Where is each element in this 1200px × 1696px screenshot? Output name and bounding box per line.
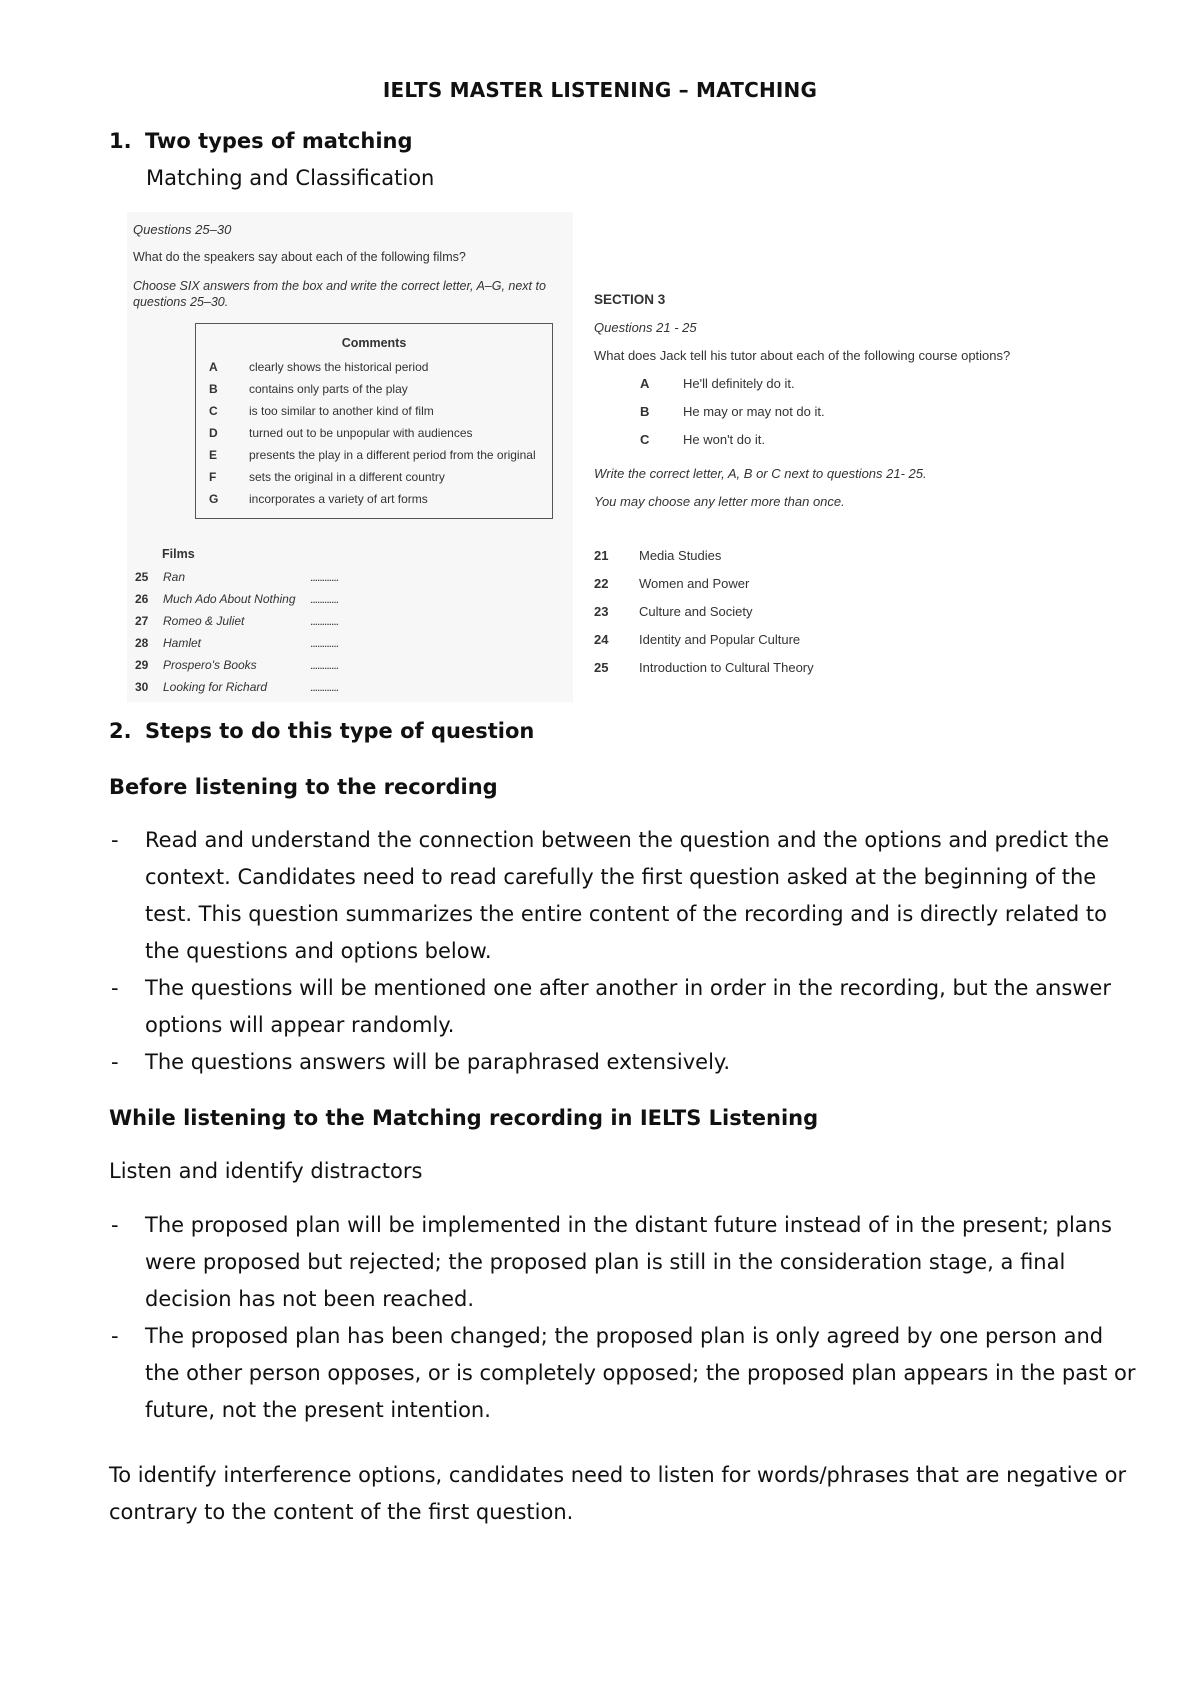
film-number: 30 [135, 680, 149, 694]
question-instruction: What does Jack tell his tutor about each of the following course options? [594, 348, 1011, 363]
comments-box [195, 323, 553, 519]
comments-title: Comments [341, 336, 407, 350]
choose-instruction-line-2: questions 25–30. [133, 295, 229, 309]
option-text: He won't do it. [683, 432, 765, 447]
film-number: 27 [135, 614, 149, 628]
while-listening-intro: Listen and identify distractors [109, 1159, 423, 1183]
comment-letter: F [209, 470, 217, 484]
option-letter: C [640, 432, 650, 447]
before-listening-list [109, 822, 1139, 1081]
questions-label: Questions 21 - 25 [594, 320, 697, 335]
matching-example-films [127, 212, 573, 702]
film-title: Hamlet [163, 636, 202, 650]
option-text: He may or may not do it. [683, 404, 825, 419]
list-item: - The proposed plan has been changed; the proposed plan is only agreed by one person and the other person opposes, or is completely opposed; the proposed plan appears in the past or future, not the present intention. [109, 1318, 1139, 1429]
film-number: 29 [135, 658, 149, 672]
film-title: Prospero's Books [163, 658, 257, 672]
course-number: 24 [594, 632, 609, 647]
before-listening-heading: Before listening to the recording [109, 775, 498, 799]
comment-text: clearly shows the historical period [249, 360, 429, 374]
section-2-heading [109, 719, 534, 743]
while-listening-list [109, 1207, 1139, 1429]
answer-blank: ............ [310, 592, 339, 606]
section-3-title: SECTION 3 [594, 292, 666, 307]
answer-blank: ............ [310, 658, 339, 672]
comment-letter: A [209, 360, 218, 374]
conclusion-paragraph: To identify interference options, candidates need to listen for words/phrases that are negative or contrary to the content of the first question. [109, 1463, 1127, 1524]
section-1-title: Two types of matching [145, 129, 413, 153]
answer-blank: ............ [310, 680, 339, 694]
comment-letter: C [209, 404, 218, 418]
course-name: Identity and Popular Culture [639, 632, 801, 647]
page-title: IELTS MASTER LISTENING – MATCHING [382, 78, 818, 102]
option-letter: A [640, 376, 650, 391]
course-number: 22 [594, 576, 609, 591]
choose-instruction: You may choose any letter more than once. [594, 494, 845, 509]
films-title: Films [162, 547, 195, 561]
film-title: Much Ado About Nothing [163, 592, 296, 606]
film-number: 25 [135, 570, 149, 584]
section-2-title: Steps to do this type of question [145, 719, 535, 743]
film-title: Looking for Richard [163, 680, 268, 694]
film-title: Romeo & Juliet [163, 614, 245, 628]
course-number: 25 [594, 660, 609, 675]
section-1-heading [109, 129, 413, 153]
question-instruction: What do the speakers say about each of the following films? [133, 250, 466, 264]
questions-label: Questions 25–30 [133, 222, 232, 237]
film-number: 26 [135, 592, 149, 606]
comment-letter: E [209, 448, 218, 462]
course-name: Culture and Society [639, 604, 753, 619]
section-1-subheading: Matching and Classification [146, 166, 435, 190]
comment-text: incorporates a variety of art forms [249, 492, 428, 506]
comment-letter: G [209, 492, 219, 506]
section-2-number: 2. [109, 719, 132, 743]
course-name: Introduction to Cultural Theory [639, 660, 814, 675]
answer-blank: ............ [310, 570, 339, 584]
choose-instruction-line-1: Choose SIX answers from the box and write the correct letter, A–G, next to [133, 279, 546, 293]
answer-blank: ............ [310, 636, 339, 650]
comment-text: contains only parts of the play [249, 382, 408, 396]
option-text: He'll definitely do it. [683, 376, 795, 391]
comment-letter: D [209, 426, 218, 440]
comment-text: is too similar to another kind of film [249, 404, 434, 418]
film-number: 28 [135, 636, 149, 650]
list-item: - The proposed plan will be implemented in the distant future instead of in the present; plans were proposed but rejected; the proposed plan is still in the consideration stage, a final decision has not been reached. [109, 1207, 1139, 1318]
comment-letter: B [209, 382, 218, 396]
film-title: Ran [163, 570, 186, 584]
course-name: Women and Power [639, 576, 750, 591]
comment-text: turned out to be unpopular with audiences [249, 426, 473, 440]
section-1-number: 1. [109, 129, 132, 153]
comment-text: presents the play in a different period from the original [249, 448, 536, 462]
course-number: 21 [594, 548, 609, 563]
list-item: - The questions will be mentioned one after another in order in the recording, but the answer options will appear randomly. [109, 970, 1139, 1044]
course-number: 23 [594, 604, 609, 619]
list-item: - Read and understand the connection between the question and the options and predict the context. Candidates need to read carefully the first question asked at the beginning of the test. This question summarizes the entire content of the recording and is directly related to the questions and options below. [109, 822, 1139, 970]
answer-blank: ............ [310, 614, 339, 628]
matching-example-courses [588, 286, 1048, 686]
while-listening-heading: While listening to the Matching recording in IELTS Listening [109, 1106, 819, 1130]
write-instruction: Write the correct letter, A, B or C next to questions 21- 25. [594, 466, 927, 481]
comment-text: sets the original in a different country [249, 470, 445, 484]
option-letter: B [640, 404, 650, 419]
list-item: - The questions answers will be paraphrased extensively. [109, 1044, 1139, 1081]
course-name: Media Studies [639, 548, 722, 563]
